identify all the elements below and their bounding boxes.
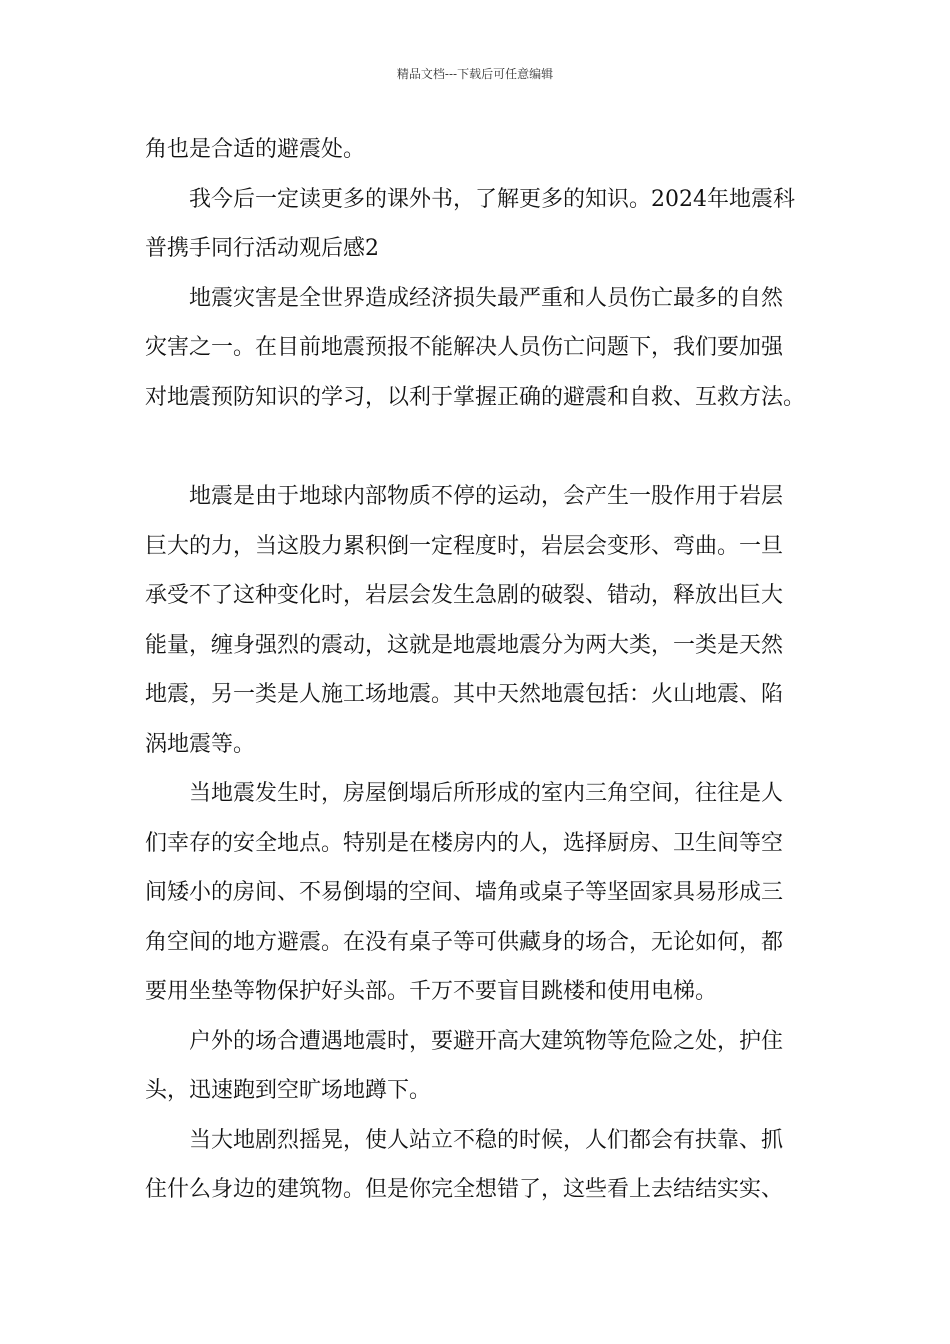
text-line: 巨大的力，当这股力累积倒一定程度时，岩层会变形、弯曲。一旦: [145, 533, 784, 559]
paragraph-earthquake-disaster: [145, 274, 815, 423]
text-line: 普携手同行活动观后感2: [145, 236, 379, 261]
text-line: 间矮小的房间、不易倒塌的空间、墙角或桌子等坚固家具易形成三: [145, 880, 784, 905]
text-line: 地震，另一类是人施工场地震。其中天然地震包括：火山地震、陷: [145, 682, 784, 707]
text-line: 承受不了这种变化时，岩层会发生急剧的破裂、错动，释放出巨大: [145, 583, 784, 608]
text-line: 头，迅速跑到空旷场地蹲下。: [145, 1078, 432, 1103]
paragraph-indoor-safety: [145, 769, 815, 1017]
page-header: 精品文档---下载后可任意编辑: [396, 67, 554, 81]
paragraph-resolution: [145, 175, 815, 274]
blank-line: [145, 422, 815, 472]
paragraph-shaking: [145, 1116, 815, 1215]
text-line: 灾害之一。在目前地震预报不能解决人员伤亡问题下，我们要加强: [145, 335, 784, 360]
text-line: 当大地剧烈摇晃，使人站立不稳的时候，人们都会有扶靠、抓: [189, 1127, 784, 1153]
text-line: 角空间的地方避震。在没有桌子等可供藏身的场合，无论如何，都: [145, 929, 784, 955]
text-line: 住什么身边的建筑物。但是你完全想错了，这些看上去结结实实、: [145, 1177, 784, 1202]
paragraph-outdoor-safety: [145, 1017, 815, 1116]
text-line: 户外的场合遭遇地震时，要避开高大建筑物等危险之处，护住: [189, 1028, 784, 1054]
text-line: 地震灾害是全世界造成经济损失最严重和人员伤亡最多的自然: [189, 285, 784, 311]
text-line: 我今后一定读更多的课外书，了解更多的知识。2024年地震科: [189, 186, 795, 212]
text-line: 地震是由于地球内部物质不停的运动，会产生一股作用于岩层: [189, 484, 784, 509]
paragraph-earthquake-cause: [145, 472, 815, 769]
paragraph-continuation: [145, 125, 815, 175]
document-body: [145, 125, 815, 1215]
text-line: 角也是合适的避震处。: [145, 137, 366, 162]
text-line: 能量，缠身强烈的震动，这就是地震地震分为两大类，一类是天然: [145, 632, 784, 658]
text-line: 涡地震等。: [145, 731, 256, 757]
text-line: 要用坐垫等物保护好头部。千万不要盲目跳楼和使用电梯。: [145, 979, 718, 1004]
text-line: 当地震发生时，房屋倒塌后所形成的室内三角空间，往往是人: [189, 781, 784, 806]
text-line: 们幸存的安全地点。特别是在楼房内的人，选择厨房、卫生间等空: [145, 830, 784, 856]
text-line: 对地震预防知识的学习，以利于掌握正确的避震和自救、互救方法。: [145, 384, 806, 410]
